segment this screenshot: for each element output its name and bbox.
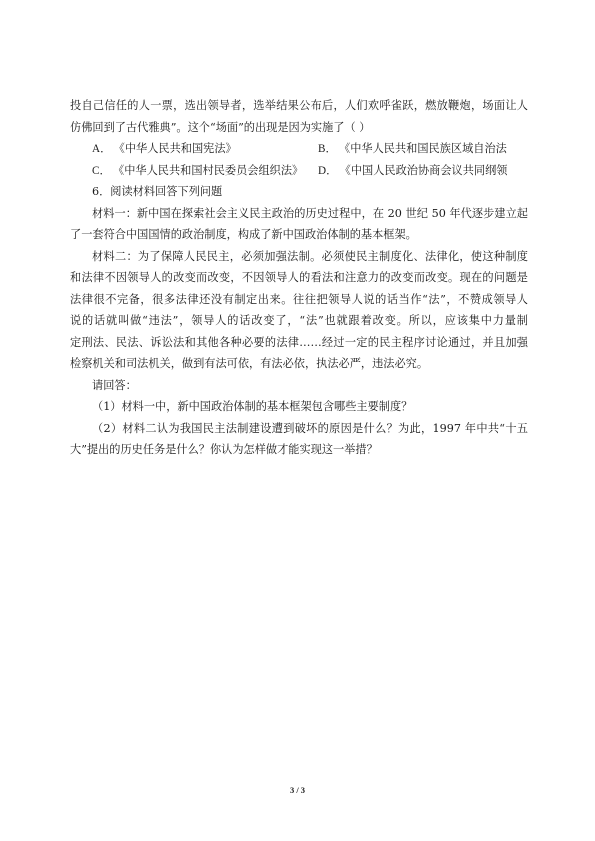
material-1-line-1: 材料一：新中国在探索社会主义民主政治的历史过程中，在 20 世纪 50 年代逐步建立起 <box>92 206 528 220</box>
q5-line-2: 仿佛回到了古代雅典”。这个“场面”的出现是因为实施了（ ） <box>70 120 371 134</box>
material-2-line-3: 法律很不完备，很多法律还没有制定出来。往往把领导人说的话当作“法”，不赞成领导人 <box>70 292 528 306</box>
q5-line-1: 投自己信任的人一票，选出领导者，选举结果公布后，人们欢呼雀跃，燃放鞭炮，场面让人 <box>70 99 528 112</box>
option-a <box>70 138 318 160</box>
option-b-letter: B． <box>318 143 337 155</box>
option-c-letter: C． <box>92 164 111 177</box>
option-a-text: 《中华人民共和国宪法》 <box>119 142 237 155</box>
material-2-line-5: 定刑法、民法、诉讼法和其他各种必要的法律……经过一定的民主程序讨论通过，并且加强 <box>70 335 528 349</box>
option-d-letter: D． <box>318 164 338 177</box>
material-1-line-2: 了一套符合中国国情的政治制度，构成了新中国政治体制的基本框架。 <box>70 228 417 241</box>
q6-title: 6．阅读材料回答下列问题 <box>92 185 223 198</box>
option-d <box>318 160 528 182</box>
q5-options-row-2 <box>70 160 528 182</box>
material-2-line-2: 和法律不因领导人的改变而改变，不因领导人的看法和注意力的改变而改变。现在的问题是 <box>70 271 528 284</box>
material-2-line-1: 材料二：为了保障人民民主，必须加强法制。必须使民主制度化、法律化，使这种制度 <box>92 249 528 263</box>
material-2-line-6: 检察机关和司法机关，做到有法可依，有法必依，执法必严，违法必究。 <box>70 357 429 370</box>
option-c-text: 《中华人民共和国村民委员会组织法》 <box>118 163 304 177</box>
option-b <box>318 138 528 160</box>
sub-question-2-line-2: 大”提出的历史任务是什么？你认为怎样做才能实现这一举措？ <box>70 443 378 456</box>
option-b-text: 《中华人民共和国民族区域自治法 <box>344 142 507 155</box>
page-content <box>70 95 528 461</box>
sub-question-2-line-1: （2）材料二认为我国民主法制建设遭到破坏的原因是什么？为此，1997 年中共“十五 <box>92 421 528 435</box>
page-number: 3 / 3 <box>289 785 306 795</box>
option-d-text: 《中国人民政治协商会议共同纲领 <box>345 163 508 177</box>
material-2-line-4: 说的话就叫做“违法”，领导人的话改变了，“法”也就跟着改变。所以，应该集中力量制 <box>70 314 528 327</box>
option-a-letter: A． <box>92 143 112 155</box>
option-c <box>70 160 318 182</box>
answer-prompt: 请回答： <box>92 378 137 392</box>
q5-options-row-1 <box>70 138 528 160</box>
sub-question-1: （1）材料一中，新中国政治体制的基本框架包含哪些主要制度？ <box>92 400 413 413</box>
